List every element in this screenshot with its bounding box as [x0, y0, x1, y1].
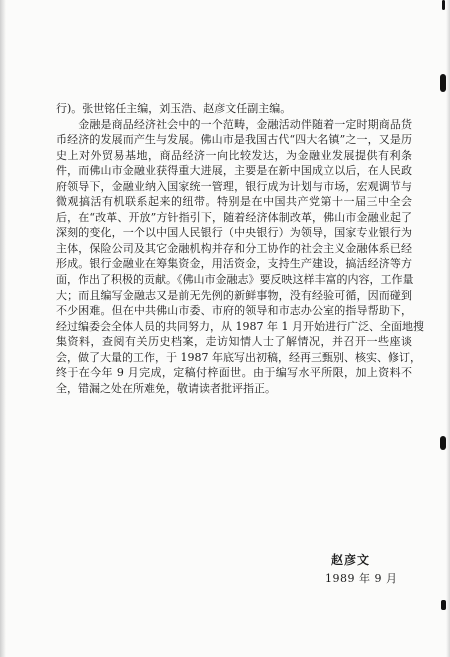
- scan-mark: [440, 74, 446, 92]
- text-line: 后，在“改革、开放”方针指引下，随着经济体制改革，佛山市金融业起了: [56, 210, 412, 224]
- text-line: 大；而且编写金融志又是前无先例的新鲜事物，没有经验可循，因而碰到: [56, 288, 412, 302]
- page-edge-shadow-left: [0, 0, 6, 657]
- scan-mark: [442, 0, 445, 10]
- scan-mark: [441, 600, 446, 610]
- text-line: 金融是商品经济社会中的一个范畴，金融活动伴随着一定时期商品货: [56, 117, 412, 131]
- text-line: 深刻的变化，一个以中国人民银行（中央银行）为领导，国家专业银行为: [56, 226, 412, 240]
- text-line: 行)。张世铭任主编，刘玉浩、赵彦文任副主编。: [56, 102, 292, 115]
- text-line: 府领导下，金融业纳入国家统一管理，银行成为计划与市场，宏观调节与: [56, 179, 412, 193]
- text-line: 集资料，查阅有关历史档案，走访知情人士了解情况，并召开一些座谈: [56, 335, 412, 349]
- text-line: 主体，保险公司及其它金融机构并存和分工协作的社会主义金融体系已经: [56, 241, 412, 255]
- text-line: 会，做了大量的工作，于 1987 年底写出初稿，经再三甄别、核实、修订，: [56, 350, 421, 364]
- text-line: 全，错漏之处在所难免，敬请读者批评指正。: [56, 381, 276, 395]
- author-signature: 赵彦文: [331, 553, 371, 567]
- scan-mark: [440, 436, 446, 450]
- text-line: 终于在今年 9 月完成，定稿付梓面世。由于编写水平所限，加上资料不: [56, 366, 412, 380]
- text-line: 形成。银行金融业在筹集资金，用活资金，支持生产建设，搞活经济等方: [56, 257, 412, 271]
- body-text: [56, 101, 424, 396]
- text-line: 面，作出了积极的贡献。《佛山市金融志》要反映这样丰富的内容，工作量: [56, 273, 414, 287]
- signature-date: 1989 年 9 月: [325, 572, 398, 585]
- text-line: 币经济的发展而产生与发展。佛山市是我国古代“四大名镇”之一，又是历: [56, 133, 412, 147]
- text-line: 件，而佛山市金融业获得重大进展，主要是在新中国成立以后，在人民政: [56, 164, 412, 178]
- text-line: 不少困难。但在中共佛山市委、市府的领导和市志办公室的指导帮助下，: [56, 304, 412, 318]
- page-edge-shadow-right: [446, 0, 450, 657]
- text-line: 经过编委会全体人员的共同努力，从 1987 年 1 月开始进行广泛、全面地搜: [56, 319, 424, 333]
- text-line: 史上对外贸易基地，商品经济一向比较发达，为金融业发展提供有利条: [56, 148, 412, 162]
- text-line: 微观搞活有机联系起来的纽带。特别是在中国共产党第十一届三中全会: [56, 195, 412, 209]
